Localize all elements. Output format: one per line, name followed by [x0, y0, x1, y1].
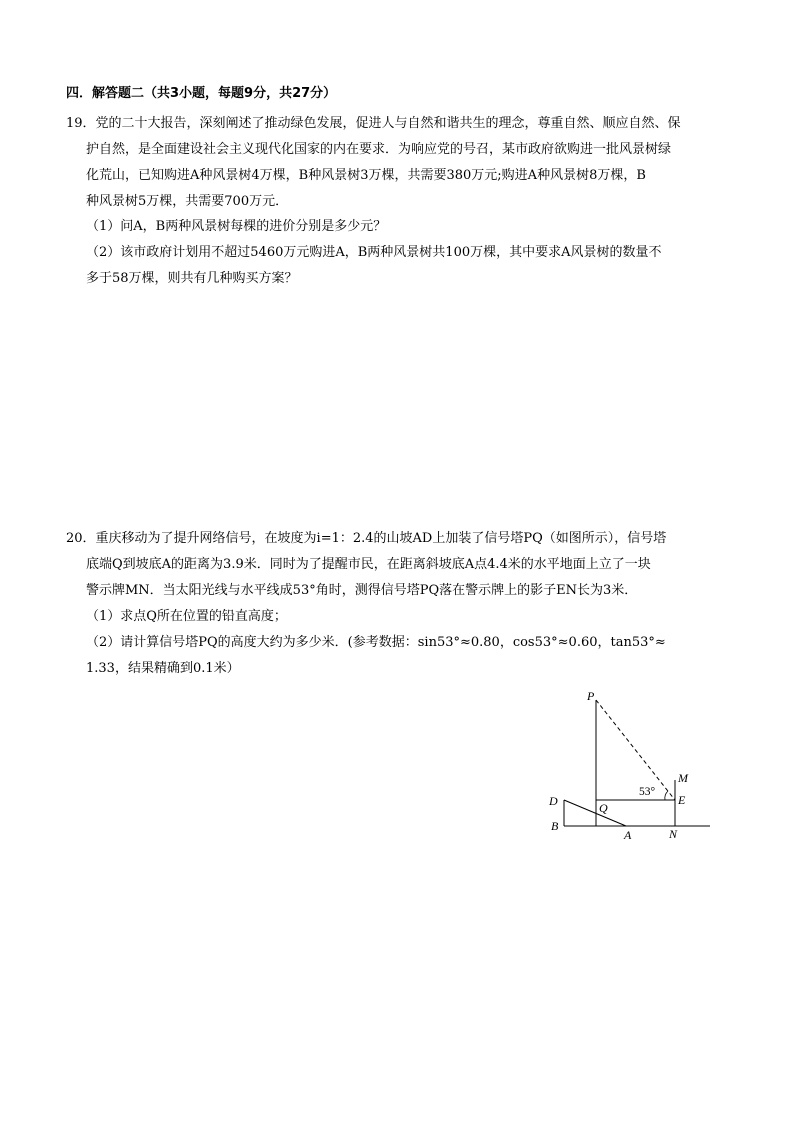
- q19-line-1: 19．党的二十大报告，深刻阐述了推动绿色发展，促进人与自然和谐共生的理念，尊重自然、顺应自然、保: [66, 116, 681, 131]
- q20-line-3: 警示牌MN．当太阳光线与水平线成53°角时，测得信号塔PQ落在警示牌上的影子EN长为3米．: [86, 583, 638, 598]
- q19-line-3: 化荒山，已知购进A种风景树4万棵，B种风景树3万棵，共需要380万元;购进A种风景树8万棵，B: [86, 168, 646, 183]
- q19-part-1: （1）问A，B两种风景树每棵的进价分别是多少元？: [86, 219, 387, 234]
- q19-line-4: 种风景树5万棵，共需要700万元．: [86, 194, 289, 209]
- sunlight-ray: [596, 700, 675, 800]
- label-P: P: [587, 689, 595, 703]
- label-Q: Q: [599, 801, 608, 815]
- label-E: E: [678, 793, 686, 807]
- label-D: D: [549, 794, 558, 808]
- q19-part-2-line-2: 多于58万棵，则共有几种购买方案？: [86, 271, 298, 286]
- label-N: N: [669, 827, 678, 841]
- label-A: A: [624, 828, 632, 842]
- label-B: B: [551, 819, 559, 833]
- label-angle-53: 53°: [639, 786, 656, 798]
- label-M: M: [678, 771, 688, 785]
- slope-AD: [564, 800, 626, 826]
- angle-arc: [665, 791, 668, 800]
- q20-part-2-line-1: （2）请计算信号塔PQ的高度大约为多少米．(参考数据：sin53°≈0.80，cos53°≈0.60，tan53°≈: [86, 635, 666, 650]
- q20-line-1: 20．重庆移动为了提升网络信号，在坡度为i=1：2.4的山坡AD上加装了信号塔PQ（如图所示），信号塔: [66, 531, 667, 546]
- q20-part-1: （1）求点Q所在位置的铅直高度；: [86, 609, 287, 624]
- q19-part-2-line-1: （2）该市政府计划用不超过5460万元购进A，B两种风景树共100万棵，其中要求A风景树的数量不: [86, 245, 662, 260]
- q20-line-2: 底端Q到坡底A的距离为3.9米．同时为了提醒市民，在距离斜坡底A点4.4米的水平地面上立了一块: [86, 557, 651, 572]
- q19-line-2: 护自然，是全面建设社会主义现代化国家的内在要求．为响应党的号召，某市政府欲购进一批风景树绿: [86, 142, 672, 157]
- q20-part-2-line-2: 1.33，结果精确到0.1米）: [86, 661, 240, 676]
- section-heading: 四．解答题二（共3小题，每题9分，共27分）: [66, 86, 337, 101]
- geometry-figure: [540, 684, 720, 844]
